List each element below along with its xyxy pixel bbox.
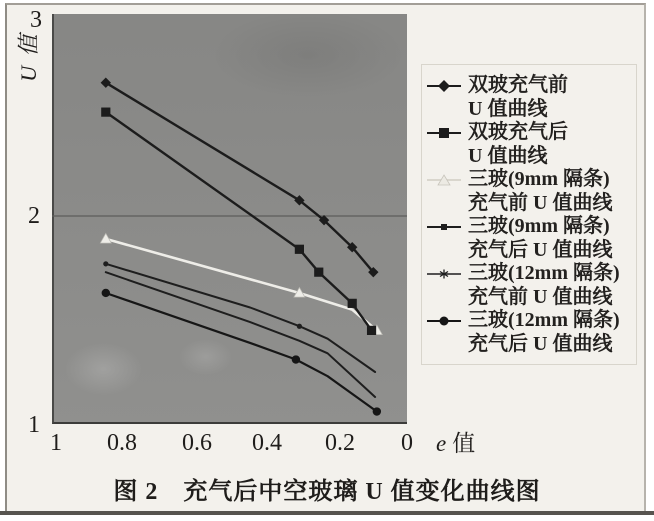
series-line-1: [106, 112, 372, 330]
y-tick-3: 3: [30, 7, 42, 33]
x-axis-label-zhi: 值: [452, 431, 476, 456]
legend-line1: 三玻(9mm 隔条): [468, 168, 610, 190]
legend-label: [468, 309, 620, 356]
legend-line1: 双玻充气前: [468, 74, 568, 96]
y-tick-2: 2: [28, 203, 40, 229]
series-marker-1: [348, 299, 357, 308]
legend-label: [468, 215, 612, 262]
legend-line2: U 值曲线: [468, 97, 548, 120]
series-marker-1: [314, 268, 323, 277]
x-tick-1: 1: [50, 430, 62, 456]
series-marker-1: [367, 326, 376, 335]
series-marker-2: [100, 233, 111, 243]
series-marker-0: [101, 78, 111, 88]
series-marker-1: [295, 245, 304, 254]
legend-label: [468, 121, 568, 168]
x-tick-0_8: 0.8: [107, 430, 137, 456]
x-axis-label: [436, 431, 475, 457]
legend-item-double-before: [422, 74, 636, 121]
legend-item-triple12-before: [422, 262, 636, 309]
legend-item-triple12-after: [422, 309, 636, 356]
legend-marker-dash-dot-icon: [422, 215, 468, 239]
legend-marker-diamond-icon: [422, 74, 468, 98]
legend-marker-square-icon: [422, 121, 468, 145]
legend-item-triple9-before: [422, 168, 636, 215]
series-line-0: [106, 83, 374, 273]
series-marker-1: [101, 108, 110, 117]
series-marker-3: [103, 261, 108, 266]
series-marker-5: [373, 407, 381, 415]
legend-marker-star-icon: [422, 262, 468, 286]
x-tick-0_2: 0.2: [325, 430, 355, 456]
series-marker-5: [102, 289, 110, 297]
x-tick-0: 0: [401, 430, 413, 456]
legend-marker-triangle-icon: [422, 168, 468, 192]
legend-line2: 充气前 U 值曲线: [468, 285, 613, 308]
legend-line1: 三玻(9mm 隔条): [468, 215, 610, 237]
y-axis-label: U 值: [16, 32, 41, 82]
series-line-4: [106, 272, 375, 397]
series-marker-3: [297, 324, 302, 329]
legend-label: [468, 262, 620, 309]
legend-item-triple9-after: [422, 215, 636, 262]
figure-caption: 图 2 充气后中空玻璃 U 值变化曲线图: [113, 479, 541, 505]
legend-line2: 充气后 U 值曲线: [468, 238, 613, 261]
y-tick-1: 1: [28, 412, 40, 438]
legend-label: [468, 74, 568, 121]
legend-line1: 双玻充气后: [468, 121, 568, 143]
x-tick-0_6: 0.6: [182, 430, 212, 456]
legend: [421, 64, 637, 365]
legend-item-double-after: [422, 121, 636, 168]
legend-line2: 充气前 U 值曲线: [468, 191, 613, 214]
legend-marker-circle-icon: [422, 309, 468, 333]
legend-label: [468, 168, 612, 215]
legend-line1: 三玻(12mm 隔条): [468, 309, 620, 331]
series-line-2: [106, 239, 377, 331]
x-axis-label-e: e: [436, 431, 447, 456]
series-marker-5: [292, 355, 300, 363]
x-tick-0_4: 0.4: [252, 430, 282, 456]
legend-line2: U 值曲线: [468, 144, 548, 167]
legend-line1: 三玻(12mm 隔条): [468, 262, 620, 284]
series-line-5: [106, 293, 377, 412]
legend-line2: 充气后 U 值曲线: [468, 332, 613, 355]
